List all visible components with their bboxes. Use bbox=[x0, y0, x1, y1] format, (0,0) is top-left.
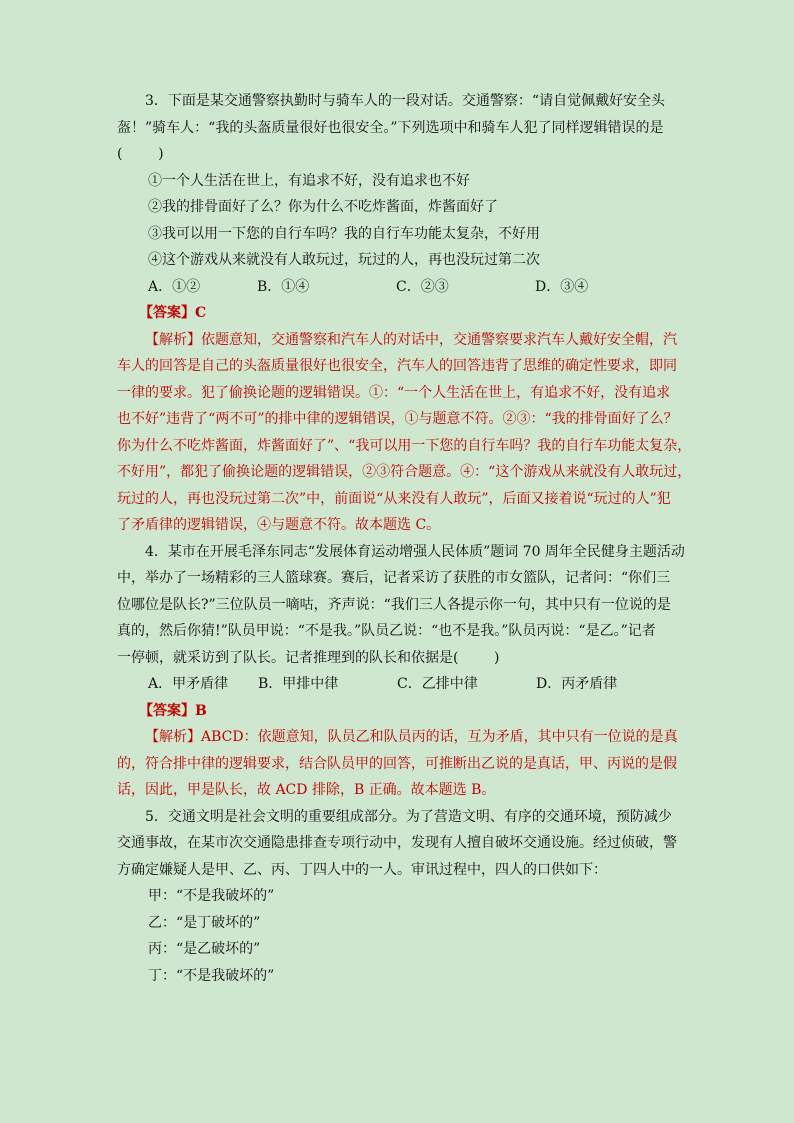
question-3-analysis-line-5: 你为什么不吃炸酱面，炸酱面好了”、“我可以用一下您的自行车吗？我的自行车功能太复杂， bbox=[117, 437, 692, 454]
question-3-stem-line-3: ( ) bbox=[117, 146, 164, 162]
question-3-stem-line-1: 3．下面是某交通警察执勤时与骑车人的一段对话。交通警察：“请自觉佩戴好安全头 bbox=[145, 93, 666, 109]
question-3-option-d: D．③④ bbox=[535, 278, 589, 295]
question-4-option-b: B．甲排中律 bbox=[258, 676, 339, 692]
question-4-analysis-line-3: 话，因此，甲是队长，故 ACD 排除，B 正确。故本题选 B。 bbox=[117, 782, 496, 798]
question-3-option-b: B．①④ bbox=[257, 278, 310, 295]
question-4 bbox=[117, 539, 685, 804]
question-3-analysis-line-1: 【解析】依题意知，交通警察和汽车人的对话中，交通警察要求汽车人戴好安全帽，汽 bbox=[145, 331, 677, 348]
question-4-stem-line-4: 真的，然后你猜!”队员甲说：“不是我。”队员乙说：“也不是我。”队员丙说：“是乙。”记者 bbox=[117, 623, 656, 639]
question-4-analysis-line-1: 【解析】ABCD：依题意知，队员乙和队员丙的话，互为矛盾，其中只有一位说的是真 bbox=[145, 729, 678, 745]
question-5-statement-ding: 丁：“不是我破坏的” bbox=[148, 967, 275, 984]
question-4-stem-line-3: 位哪位是队长?”三位队员一嘀咕，齐声说：“我们三人各提示你一句，其中只有一位说的是 bbox=[117, 596, 671, 613]
question-5-statement-bing: 丙：“是乙破坏的” bbox=[148, 941, 261, 957]
question-5 bbox=[117, 804, 677, 990]
question-3-options bbox=[117, 274, 648, 301]
question-3-analysis-line-2: 车人的回答是自己的头盔质量很好也很安全，汽车人的回答违背了思维的确定性要求，即同 bbox=[117, 358, 677, 374]
question-4-stem-line-1: 4．某市在开展毛泽东同志“发展体育运动增强人民体质”题词 70 周年全民健身主题活动 bbox=[145, 543, 685, 560]
question-3-answer: 【答案】C bbox=[139, 305, 207, 321]
question-3-option-a: A．①② bbox=[148, 278, 201, 295]
question-5-stem-line-3: 方确定嫌疑人是甲、乙、丙、丁四人中的一人。审讯过程中，四人的口供如下： bbox=[117, 861, 607, 878]
question-3-item-3: ③我可以用一下您的自行车吗？我的自行车功能太复杂，不好用 bbox=[148, 225, 540, 242]
question-3-analysis-line-8: 了矛盾律的逻辑错误，④与题意不符。故本题选 C。 bbox=[117, 517, 441, 533]
question-5-statement-jia: 甲：“不是我破坏的” bbox=[148, 888, 275, 904]
question-3-analysis-line-4: 也不好”违背了“两不可”的排中律的逻辑错误，①与题意不符。②③：“我的排骨面好了么？ bbox=[117, 411, 678, 427]
question-5-statement-yi: 乙：“是丁破坏的” bbox=[148, 914, 261, 931]
question-3-analysis-line-3: 一律的要求。犯了偷换论题的逻辑错误。①：“一个人生活在世上，有追求不好，没有追求 bbox=[117, 384, 671, 401]
question-3-stem-line-2: 盔！”骑车人：“我的头盔质量很好也很安全。”下列选项中和骑车人犯了同样逻辑错误的是 bbox=[117, 119, 664, 136]
question-4-analysis-line-2: 的，符合排中律的逻辑要求，结合队员甲的回答，可推断出乙说的是真话，甲、丙说的是假 bbox=[117, 755, 677, 772]
question-3-item-2: ②我的排骨面好了么？你为什么不吃炸酱面，炸酱面好了 bbox=[148, 199, 498, 215]
question-3-option-c: C．②③ bbox=[396, 278, 449, 295]
question-4-option-a: A．甲矛盾律 bbox=[148, 676, 229, 692]
question-4-stem-line-2: 中，举办了一场精彩的三人篮球赛。赛后，记者采访了获胜的市女篮队，记者问：“你们三 bbox=[117, 570, 671, 586]
question-3-analysis-line-6: 不好用”，都犯了偷换论题的逻辑错误，②③符合题意。④：“这个游戏从来就没有人敢玩过， bbox=[117, 464, 692, 480]
question-4-options bbox=[117, 671, 648, 698]
question-3-item-4: ④这个游戏从来就没有人敢玩过，玩过的人，再也没玩过第二次 bbox=[148, 252, 540, 268]
question-4-option-c: C．乙排中律 bbox=[397, 676, 478, 692]
question-4-answer: 【答案】B bbox=[139, 702, 207, 719]
question-4-stem-line-5: 一停顿，就采访到了队长。记者推理到的队长和依据是( ) bbox=[117, 649, 500, 666]
question-4-option-d: D．丙矛盾律 bbox=[536, 676, 618, 692]
question-5-stem-line-2: 交通事故，在某市次交通隐患排查专项行动中，发现有人擅自破坏交通设施。经过侦破，警 bbox=[117, 835, 677, 851]
question-3-analysis-line-7: 玩过的人，再也没玩过第二次”中，前面说“从来没有人敢玩”，后面又接着说“玩过的人”犯 bbox=[117, 490, 671, 507]
question-3 bbox=[117, 88, 692, 539]
question-5-stem-line-1: 5．交通文明是社会文明的重要组成部分。为了营造文明、有序的交通环境，预防减少 bbox=[145, 808, 672, 825]
question-3-item-1: ①一个人生活在世上，有追求不好，没有追求也不好 bbox=[148, 172, 470, 189]
